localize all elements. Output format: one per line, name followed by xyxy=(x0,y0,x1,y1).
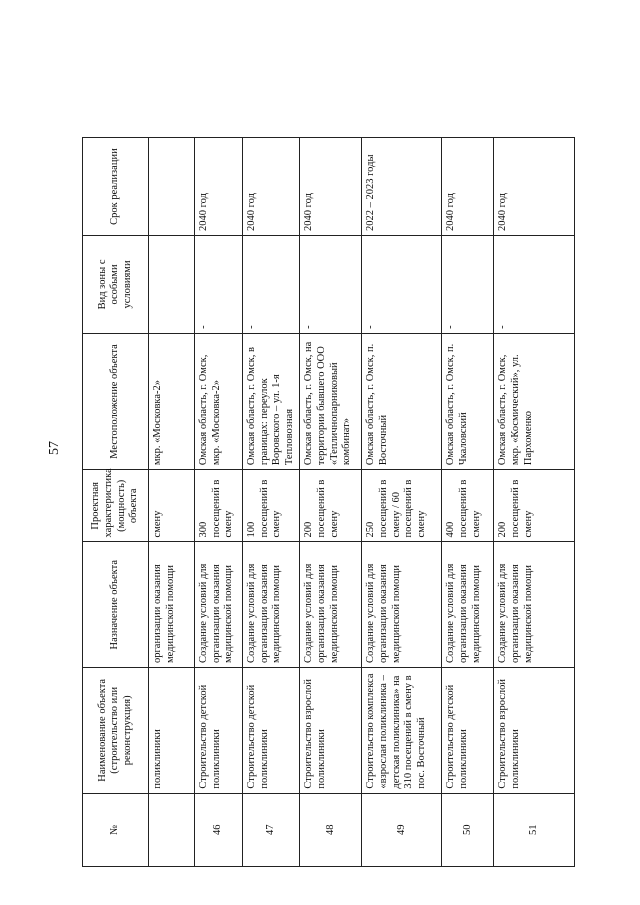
cell-number: 48 xyxy=(300,793,362,866)
table-row xyxy=(300,37,362,867)
cell-zone-type: - xyxy=(195,236,243,334)
cell-term: 2040 год xyxy=(195,138,243,236)
cell-object-name: Строительство детской поликлиники xyxy=(195,668,243,794)
cell-term: 2040 год xyxy=(442,138,494,236)
table-row xyxy=(149,37,195,867)
cell-location: Омская область, г. Омск, на территории бывшего ООО «Тепличнопарниковый комбинат» xyxy=(300,333,362,469)
table-row xyxy=(195,37,243,867)
header-number: № xyxy=(83,793,149,866)
cell-location: Омская область, г. Омск, мкр. «Московка-2» xyxy=(195,333,243,469)
rotated-table-container xyxy=(82,36,571,867)
cell-capacity: 200 посещений в смену xyxy=(494,470,575,542)
cell-location: Омская область, г. Омск, п. Чкаловский xyxy=(442,333,494,469)
cell-zone-type: - xyxy=(300,236,362,334)
page-number: 57 xyxy=(47,441,62,455)
header-term: Срок реализации xyxy=(83,138,149,236)
table-header-row xyxy=(83,37,149,867)
cell-capacity: 250 посещений в смену / 60 посещений в смену xyxy=(362,470,442,542)
header-zone-type: Вид зоны с особыми условиями xyxy=(83,236,149,334)
cell-purpose: организации оказания медицинской помощи xyxy=(149,542,195,668)
cell-purpose: Создание условий для организации оказания медицинской помощи xyxy=(362,542,442,668)
cell-zone-type: - xyxy=(442,236,494,334)
cell-number: 51 xyxy=(494,793,575,866)
cell-number: 47 xyxy=(243,793,300,866)
cell-capacity: 200 посещений в смену xyxy=(300,470,362,542)
cell-object-name: Строительство взрослой поликлиники xyxy=(494,668,575,794)
table-row xyxy=(243,37,300,867)
cell-number: 49 xyxy=(362,793,442,866)
cell-number: 50 xyxy=(442,793,494,866)
cell-number xyxy=(149,793,195,866)
cell-zone-type: - xyxy=(494,236,575,334)
cell-zone-type xyxy=(149,236,195,334)
header-purpose: Назначение объекта xyxy=(83,542,149,668)
cell-capacity: 100 посещений в смену xyxy=(243,470,300,542)
cell-zone-type: - xyxy=(243,236,300,334)
cell-location: Омская область, г. Омск, п. Восточный xyxy=(362,333,442,469)
cell-term: 2040 год xyxy=(494,138,575,236)
cell-object-name: поликлиники xyxy=(149,668,195,794)
cell-capacity: смену xyxy=(149,470,195,542)
cell-purpose: Создание условий для организации оказания медицинской помощи xyxy=(195,542,243,668)
cell-location: Омская область, г. Омск, в границах: переулок Воровского – ул. 1-я Тепловозная xyxy=(243,333,300,469)
cell-object-name: Строительство комплекса «взрослая поликлиника – детская поликлиника» на 310 посещений в смену в пос. Восточный xyxy=(362,668,442,794)
header-object-name: Наименование объекта (строительство или реконструкция) xyxy=(83,668,149,794)
cell-capacity: 400 посещений в смену xyxy=(442,470,494,542)
cell-term: 2022 – 2023 годы xyxy=(362,138,442,236)
cell-object-name: Строительство детской поликлиники xyxy=(243,668,300,794)
cell-object-name: Строительство детской поликлиники xyxy=(442,668,494,794)
cell-purpose: Создание условий для организации оказания медицинской помощи xyxy=(243,542,300,668)
table-row xyxy=(362,37,442,867)
objects-table xyxy=(82,36,575,867)
cell-capacity: 300 посещений в смену xyxy=(195,470,243,542)
cell-term: 2040 год xyxy=(243,138,300,236)
cell-zone-type: - xyxy=(362,236,442,334)
cell-purpose: Создание условий для организации оказания медицинской помощи xyxy=(300,542,362,668)
table-row xyxy=(442,37,494,867)
cell-location: мкр. «Московка-2» xyxy=(149,333,195,469)
cell-purpose: Создание условий для организации оказания медицинской помощи xyxy=(442,542,494,668)
table-row xyxy=(494,37,575,867)
cell-object-name: Строительство взрослой поликлиники xyxy=(300,668,362,794)
header-location: Местоположение объекта xyxy=(83,333,149,469)
cell-purpose: Создание условий для организации оказания медицинской помощи xyxy=(494,542,575,668)
cell-number: 46 xyxy=(195,793,243,866)
cell-term: 2040 год xyxy=(300,138,362,236)
header-capacity: Проектная характеристика (мощность) объекта xyxy=(83,470,149,542)
cell-location: Омская область, г. Омск, мкр. «Космический», ул. Пархоменко xyxy=(494,333,575,469)
cell-term xyxy=(149,138,195,236)
